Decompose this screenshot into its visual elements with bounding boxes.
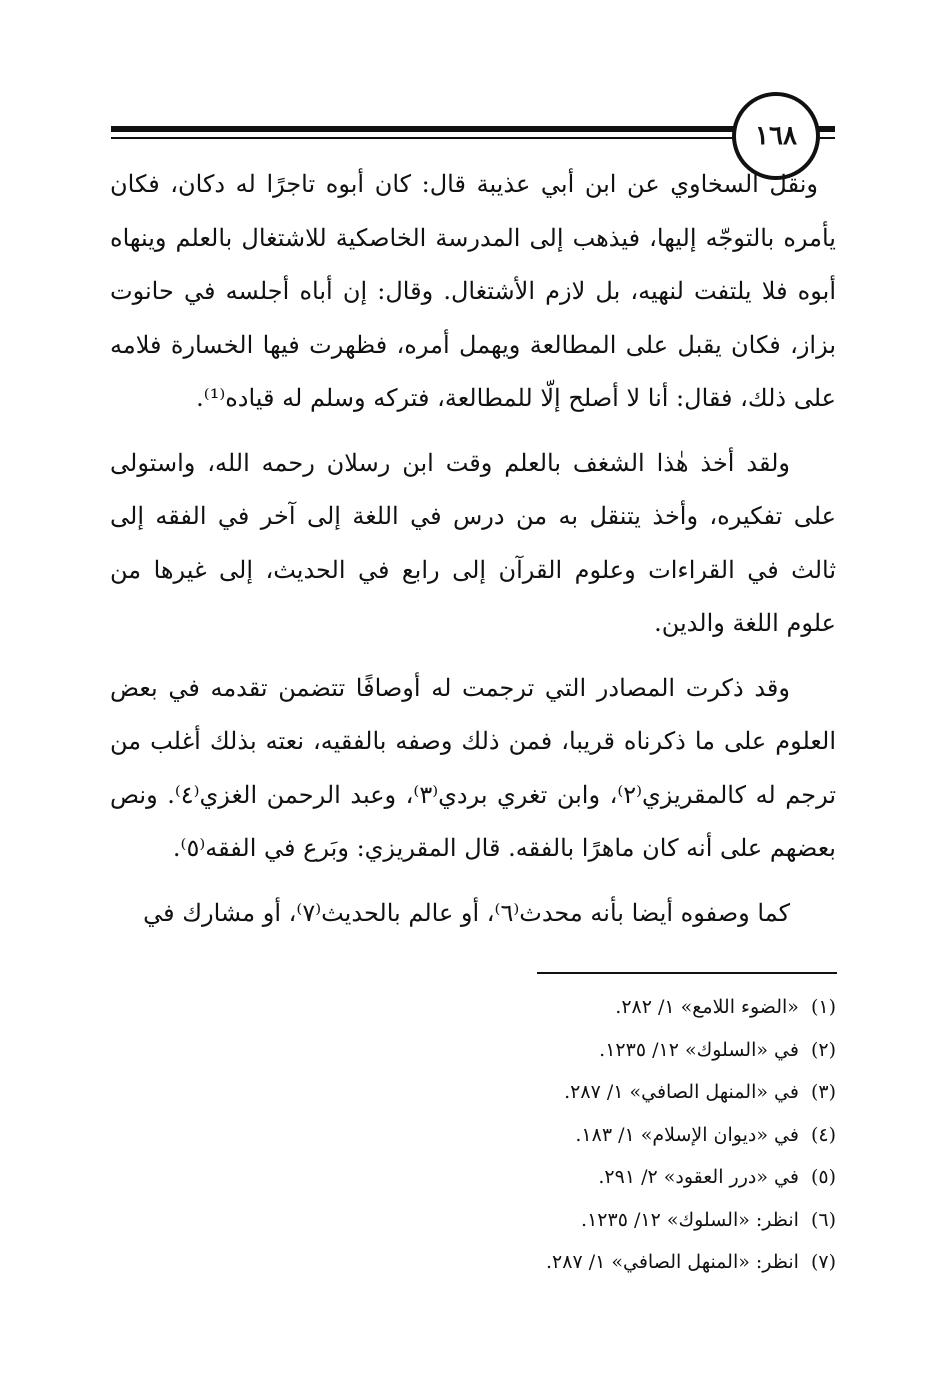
footnote-text: في «درر العقود» ٢/ ٢٩١. xyxy=(598,1166,799,1188)
footnote-number: (٦) xyxy=(810,1208,836,1231)
header-rule-end-thick xyxy=(818,126,835,132)
footnote-number: (٣) xyxy=(810,1081,836,1103)
footnote xyxy=(96,1114,836,1157)
footnote xyxy=(96,1029,836,1072)
header-rule-thin xyxy=(111,137,735,139)
footnote-text: في «ديوان الإسلام» ١/ ١٨٣. xyxy=(575,1123,799,1146)
paragraph: ونقل السخاوي عن ابن أبي عذيبة قال: كان أبوه تاجرًا له دكان، فكان يأمره بالتوجّه إليها، فيذهب إلى المدرسة الخاصكية للاشتغال بالعلم وينهاه أبوه فلا يلتفت لنهيه، بل لازم الأشتغال. وقال: إن أباه أجلسه في حانوت بزاز، فكان يقبل على المطالعة ويهمل أمره، فظهرت فيها الخسارة فلامه على ذلك، فقال: أنا لا أصلح إلّا للمطالعة، فتركه وسلم له قياده⁽¹⁾. xyxy=(110,170,836,412)
footnote-number: (٥) xyxy=(810,1166,836,1188)
header-rule-end-thin xyxy=(818,137,835,139)
footnote xyxy=(96,1071,836,1114)
main-text xyxy=(110,158,836,940)
paragraph: كما وصفوه أيضا بأنه محدث⁽٦⁾، أو عالم بالحديث⁽٧⁾، أو مشارك في xyxy=(143,898,790,927)
footnote-separator xyxy=(537,972,837,974)
footnote xyxy=(96,986,836,1029)
footnote-text: في «السلوك» ١٢/ ١٢٣٥. xyxy=(599,1038,799,1061)
page-number: ١٦٨ xyxy=(732,92,820,180)
footnote xyxy=(96,1156,836,1199)
paragraph: وقد ذكرت المصادر التي ترجمت له أوصافًا تتضمن تقدمه في بعض العلوم على ما ذكرناه قريبا، فمن ذلك وصفه بالفقيه، نعته بذلك أغلب من ترجم له كالمقريزي⁽٢⁾، وابن تغري بردي⁽٣⁾، وعبد الرحمن الغزي⁽٤⁾. ونص بعضهم على أنه كان ماهرًا بالفقه. قال المقريزي: وبَرع في الفقه⁽٥⁾. xyxy=(110,673,837,862)
footnote-number: (٢) xyxy=(810,1038,836,1061)
footnote-text: انظر: «المنهل الصافي» ١/ ٢٨٧. xyxy=(546,1251,799,1273)
paragraph: ولقد أخذ هٰذا الشغف بالعلم وقت ابن رسلان رحمه الله، واستولى على تفكيره، وأخذ يتنقل به من درس في اللغة إلى آخر في الفقه إلى ثالث في القراءات وعلوم القرآن إلى رابع في الحديث، إلى غيرها من علوم اللغة والدين. xyxy=(110,448,836,637)
footnote-text: «الضوء اللامع» ١/ ٢٨٢. xyxy=(615,996,799,1018)
footnote-number: (١) xyxy=(810,996,836,1018)
footnotes xyxy=(96,986,836,1284)
footnote-number: (٤) xyxy=(810,1123,836,1146)
header-rule-thick xyxy=(111,126,735,132)
footnote-text: انظر: «السلوك» ١٢/ ١٢٣٥. xyxy=(581,1208,799,1231)
footnote-text: في «المنهل الصافي» ١/ ٢٨٧. xyxy=(564,1081,799,1103)
footnote xyxy=(96,1241,836,1284)
footnote-number: (٧) xyxy=(810,1251,836,1273)
footnote xyxy=(96,1199,836,1242)
